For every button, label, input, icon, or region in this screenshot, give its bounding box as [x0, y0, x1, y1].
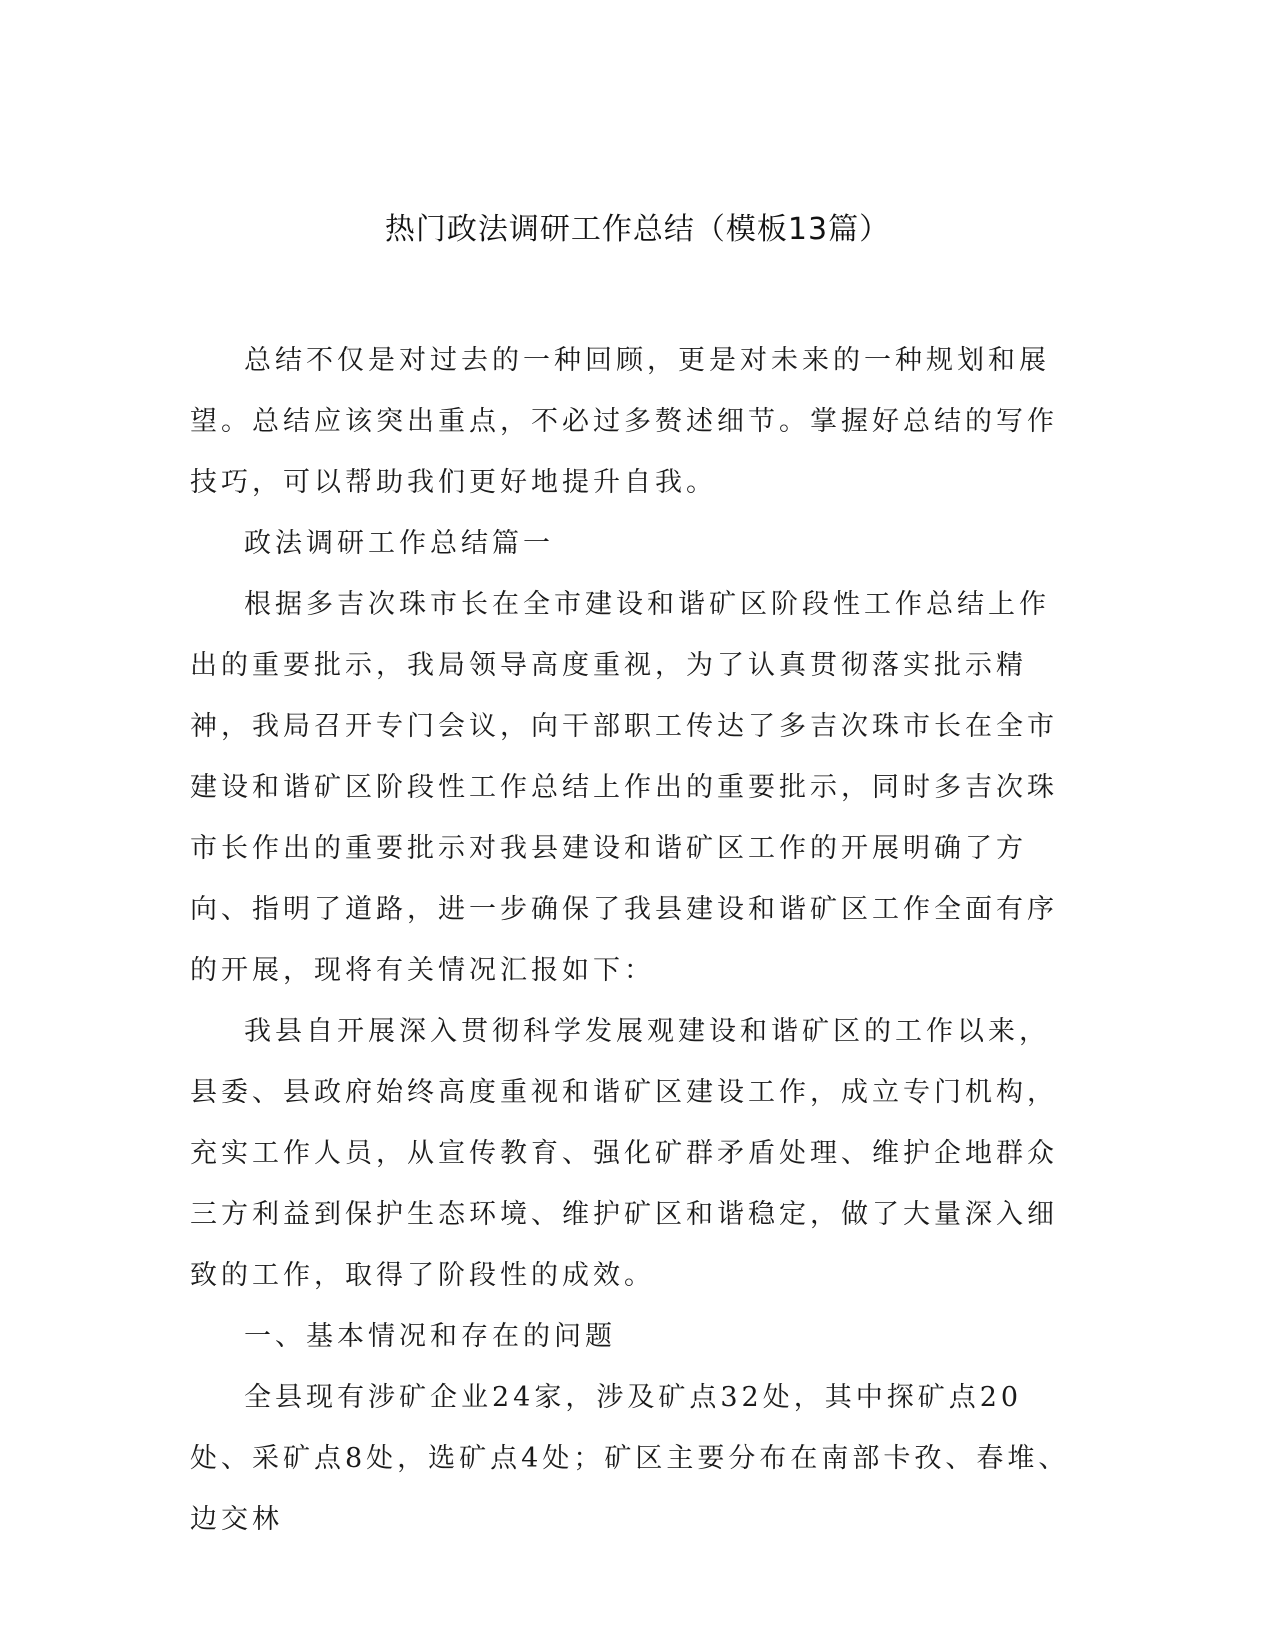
section-heading-part-one: 政法调研工作总结篇一	[244, 528, 554, 559]
document-title: 热门政法调研工作总结（模板13篇）	[384, 212, 891, 247]
body-paragraph: 全县现有涉矿企业24家，涉及矿点32处，其中探矿点20处、采矿点8处，选矿点4处；矿区主要分布在南部卡孜、春堆、边交林	[190, 1382, 1070, 1535]
document-body	[190, 330, 1080, 1550]
intro-paragraph: 总结不仅是对过去的一种回顾，更是对未来的一种规划和展望。总结应该突出重点，不必过多赘述细节。掌握好总结的写作技巧，可以帮助我们更好地提升自我。	[190, 345, 1058, 498]
body-paragraph: 我县自开展深入贯彻科学发展观建设和谐矿区的工作以来，县委、县政府始终高度重视和谐矿区建设工作，成立专门机构，充实工作人员，从宣传教育、强化矿群矛盾处理、维护企地群众三方利益到保护生态环境、维护矿区和谐稳定，做了大量深入细致的工作，取得了阶段性的成效。	[190, 1016, 1058, 1291]
section-heading-basic-situation: 一、基本情况和存在的问题	[244, 1321, 616, 1352]
body-paragraph: 根据多吉次珠市长在全市建设和谐矿区阶段性工作总结上作出的重要批示，我局领导高度重视，为了认真贯彻落实批示精神，我局召开专门会议，向干部职工传达了多吉次珠市长在全市建设和谐矿区阶段性工作总结上作出的重要批示，同时多吉次珠市长作出的重要批示对我县建设和谐矿区工作的开展明确了方向、指明了道路，进一步确保了我县建设和谐矿区工作全面有序的开展，现将有关情况汇报如下：	[190, 589, 1058, 986]
